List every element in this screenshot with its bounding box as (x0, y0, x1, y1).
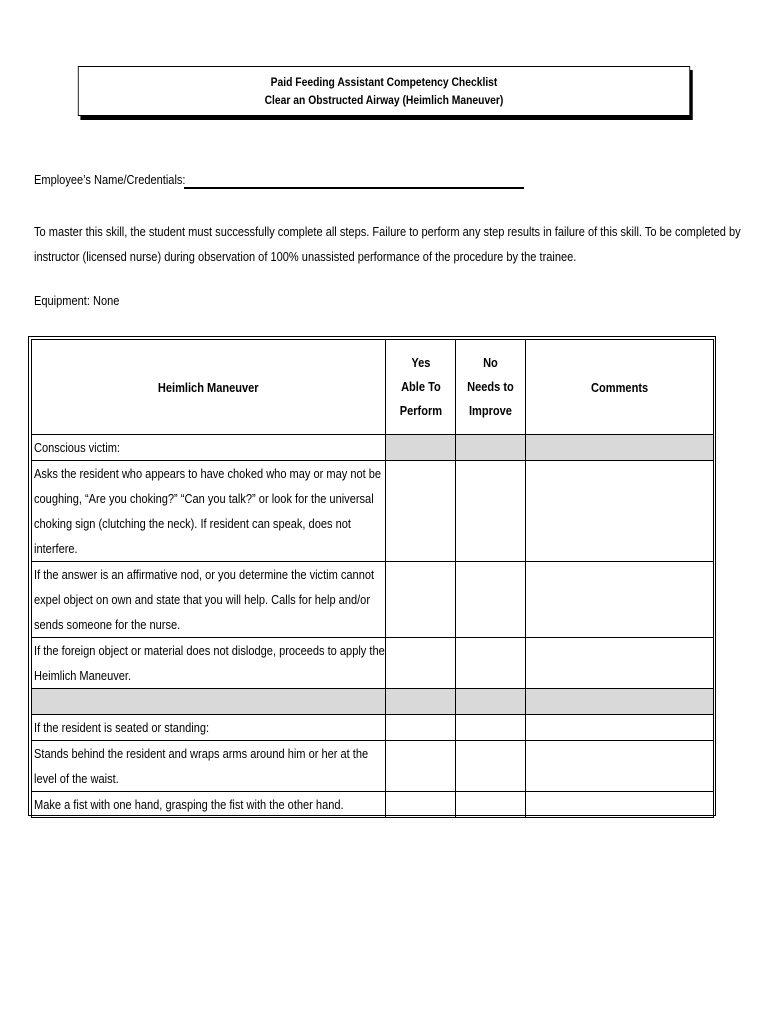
task-cell (32, 715, 386, 741)
task-cell (32, 741, 386, 792)
task-line: If the answer is an affirmative nod, or you determine the victim cannot (34, 567, 375, 582)
no-header-line: No (483, 355, 498, 370)
table-row (32, 638, 714, 689)
task-line (34, 689, 383, 714)
task-line: coughing, “Are you choking?” “Can you talk?” or look for the universal (34, 491, 374, 506)
no-cell[interactable] (456, 741, 526, 792)
table-row (32, 715, 714, 741)
instructions: To master this skill, the student must successfully complete all steps. Failure to perform any step results in failure of this skill. To be completed by instructor (licensed nurse) during observation of 100% unassisted performance of the procedure by the trainee. (34, 224, 741, 264)
task-line: Stands behind the resident and wraps arms around him or her at the (34, 746, 369, 761)
task-line: If the resident is seated or standing: (34, 720, 210, 735)
yes-cell[interactable] (386, 461, 456, 562)
yes-cell[interactable] (386, 792, 456, 818)
task-cell (32, 435, 386, 461)
task-line: sends someone for the nurse. (34, 617, 181, 632)
comments-cell[interactable] (526, 792, 714, 818)
no-cell[interactable] (456, 435, 526, 461)
yes-cell[interactable] (386, 715, 456, 741)
comments-cell[interactable] (526, 638, 714, 689)
task-line: Heimlich Maneuver. (34, 668, 132, 683)
no-header-line: Needs to (467, 379, 514, 394)
task-line: Conscious victim: (34, 440, 120, 455)
equipment-label: Equipment: None (34, 293, 120, 308)
title-box (78, 66, 690, 116)
comments-cell[interactable] (526, 689, 714, 715)
employee-name-label: Employee’s Name/Credentials: (34, 172, 186, 187)
task-line: If the foreign object or material does not dislodge, proceeds to apply the (34, 643, 385, 658)
table-header-row (32, 340, 714, 435)
task-cell (32, 562, 386, 638)
task-cell (32, 689, 386, 715)
task-line: Make a fist with one hand, grasping the fist with the other hand. (34, 797, 344, 812)
column-header-task: Heimlich Maneuver (32, 340, 386, 435)
checklist-table (31, 339, 714, 818)
yes-header-line: Perform (399, 403, 442, 418)
task-line: choking sign (clutching the neck). If resident can speak, does not (34, 516, 351, 531)
table-row (32, 741, 714, 792)
yes-cell[interactable] (386, 638, 456, 689)
task-line: interfere. (34, 541, 78, 556)
yes-cell[interactable] (386, 435, 456, 461)
task-cell (32, 638, 386, 689)
table-row (32, 461, 714, 562)
column-header-yes (386, 340, 456, 435)
no-header-line: Improve (468, 403, 512, 418)
no-cell[interactable] (456, 792, 526, 818)
no-cell[interactable] (456, 461, 526, 562)
task-line: expel object on own and state that you will help. Calls for help and/or (34, 592, 371, 607)
task-cell (32, 461, 386, 562)
comments-cell[interactable] (526, 715, 714, 741)
yes-header-line: Yes (410, 355, 431, 370)
yes-cell[interactable] (386, 741, 456, 792)
employee-name-field[interactable] (184, 187, 524, 189)
comments-cell[interactable] (526, 741, 714, 792)
comments-cell[interactable] (526, 562, 714, 638)
table-row (32, 435, 714, 461)
task-line: level of the waist. (34, 771, 119, 786)
comments-cell[interactable] (526, 435, 714, 461)
comments-cell[interactable] (526, 461, 714, 562)
no-cell[interactable] (456, 689, 526, 715)
yes-header-line: Able To (400, 379, 441, 394)
yes-cell[interactable] (386, 562, 456, 638)
document-subtitle: Clear an Obstructed Airway (Heimlich Maneuver) (264, 93, 504, 107)
task-cell (32, 792, 386, 818)
column-header-comments: Comments (526, 340, 714, 435)
document-title: Paid Feeding Assistant Competency Checklist (270, 75, 498, 89)
yes-cell[interactable] (386, 689, 456, 715)
table-row (32, 689, 714, 715)
no-cell[interactable] (456, 715, 526, 741)
task-line: Asks the resident who appears to have choked who may or may not be (34, 466, 382, 481)
no-cell[interactable] (456, 562, 526, 638)
table-row (32, 792, 714, 818)
table-row (32, 562, 714, 638)
column-header-no (456, 340, 526, 435)
no-cell[interactable] (456, 638, 526, 689)
